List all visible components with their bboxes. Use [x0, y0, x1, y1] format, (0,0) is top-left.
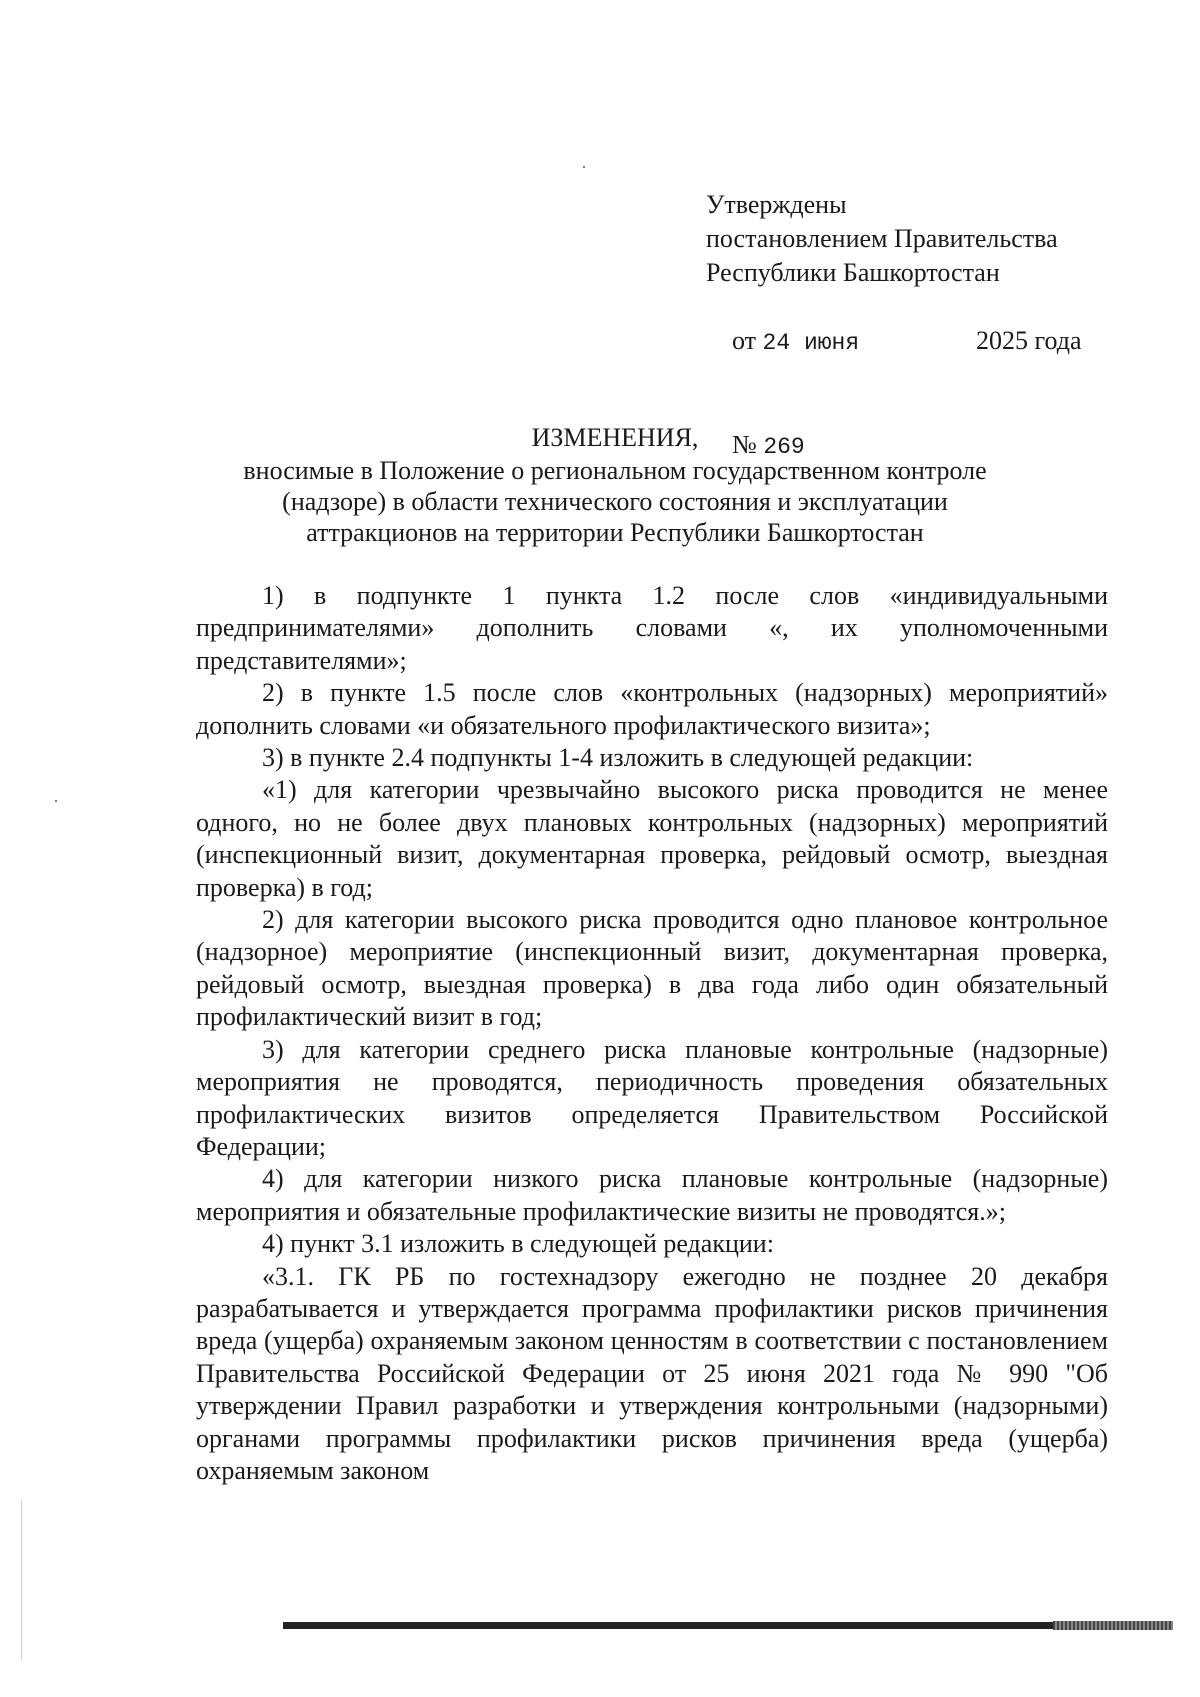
approval-line-resolution: постановлением Правительства [706, 224, 1058, 253]
date-year: 2025 года [976, 326, 1082, 355]
paragraph-8: 4) пункт 3.1 изложить в следующей редакции: [262, 1229, 774, 1259]
paragraph-4: «1) для категории чрезвычайно высокого риска проводится не менее одного, но не более двух плановых контрольных (надзорных) мероприятий (инспекционный визит, документарная проверка, рейдовый осмотр, выездная проверка) в год; [196, 775, 1108, 902]
date-prefix: от [732, 326, 763, 355]
document-subtitle-line-2: (надзоре) в области технического состояния и эксплуатации [282, 487, 948, 516]
number-value: 269 [763, 434, 805, 460]
paragraph-2: 2) в пункте 1.5 после слов «контрольных (надзорных) мероприятий» дополнить словами «и обязательного профилактического визита»; [196, 678, 1108, 740]
scan-speck [583, 166, 585, 168]
date-value: 24 июня [762, 330, 860, 356]
paragraph-1: 1) в подпункте 1 пункта 1.2 после слов «индивидуальными предпринимателями» дополнить словами «, их уполномоченными представителями»; [196, 581, 1108, 675]
document-subtitle-line-3: аттракционов на территории Республики Башкортостан [306, 518, 924, 547]
paragraph-6: 3) для категории среднего риска плановые контрольные (надзорные) мероприятия не проводятся, периодичность проведения обязательных профилактических визитов определяется Правительством Российской Федерации; [196, 1034, 1108, 1161]
paragraph-7: 4) для категории низкого риска плановые контрольные (надзорные) мероприятия и обязательные профилактические визиты не проводятся.»; [196, 1164, 1108, 1226]
document-title: ИЗМЕНЕНИЯ, [531, 423, 699, 452]
document-body [196, 580, 1108, 1487]
scan-speck [55, 800, 57, 802]
number-prefix: № [732, 430, 764, 459]
document-title-block [150, 422, 1080, 548]
paragraph-5: 2) для категории высокого риска проводится одно плановое контрольное (надзорное) мероприятие (инспекционный визит, документарная проверка, рейдовый осмотр, выездная проверка) в два года либо один обязательный профилактический визит в год; [196, 905, 1108, 1032]
paragraph-9: «3.1. ГК РБ по гостехнадзору ежегодно не позднее 20 декабря разрабатывается и утверждается программа профилактики рисков причинения вреда (ущерба) охраняемым законом ценностям в соответствии с постановлением Правительства Российской Федерации от 25 июня 2021 года № 990 "Об утверждении Правил разработки и утверждения контрольными (надзорными) органами программы профилактики рисков причинения вреда (ущерба) охраняемым законом [196, 1261, 1108, 1485]
scan-edge-mark [21, 1500, 22, 1660]
scan-footer-rule [283, 1622, 1173, 1629]
approval-line-republic: Республики Башкортостан [706, 258, 1000, 287]
approval-date [706, 290, 1146, 394]
approval-line-approved: Утверждены [706, 190, 847, 219]
paragraph-3: 3) в пункте 2.4 подпункты 1-4 изложить в следующей редакции: [262, 743, 974, 773]
document-subtitle-line-1: вносимые в Положение о региональном государственном контроле [243, 456, 987, 485]
